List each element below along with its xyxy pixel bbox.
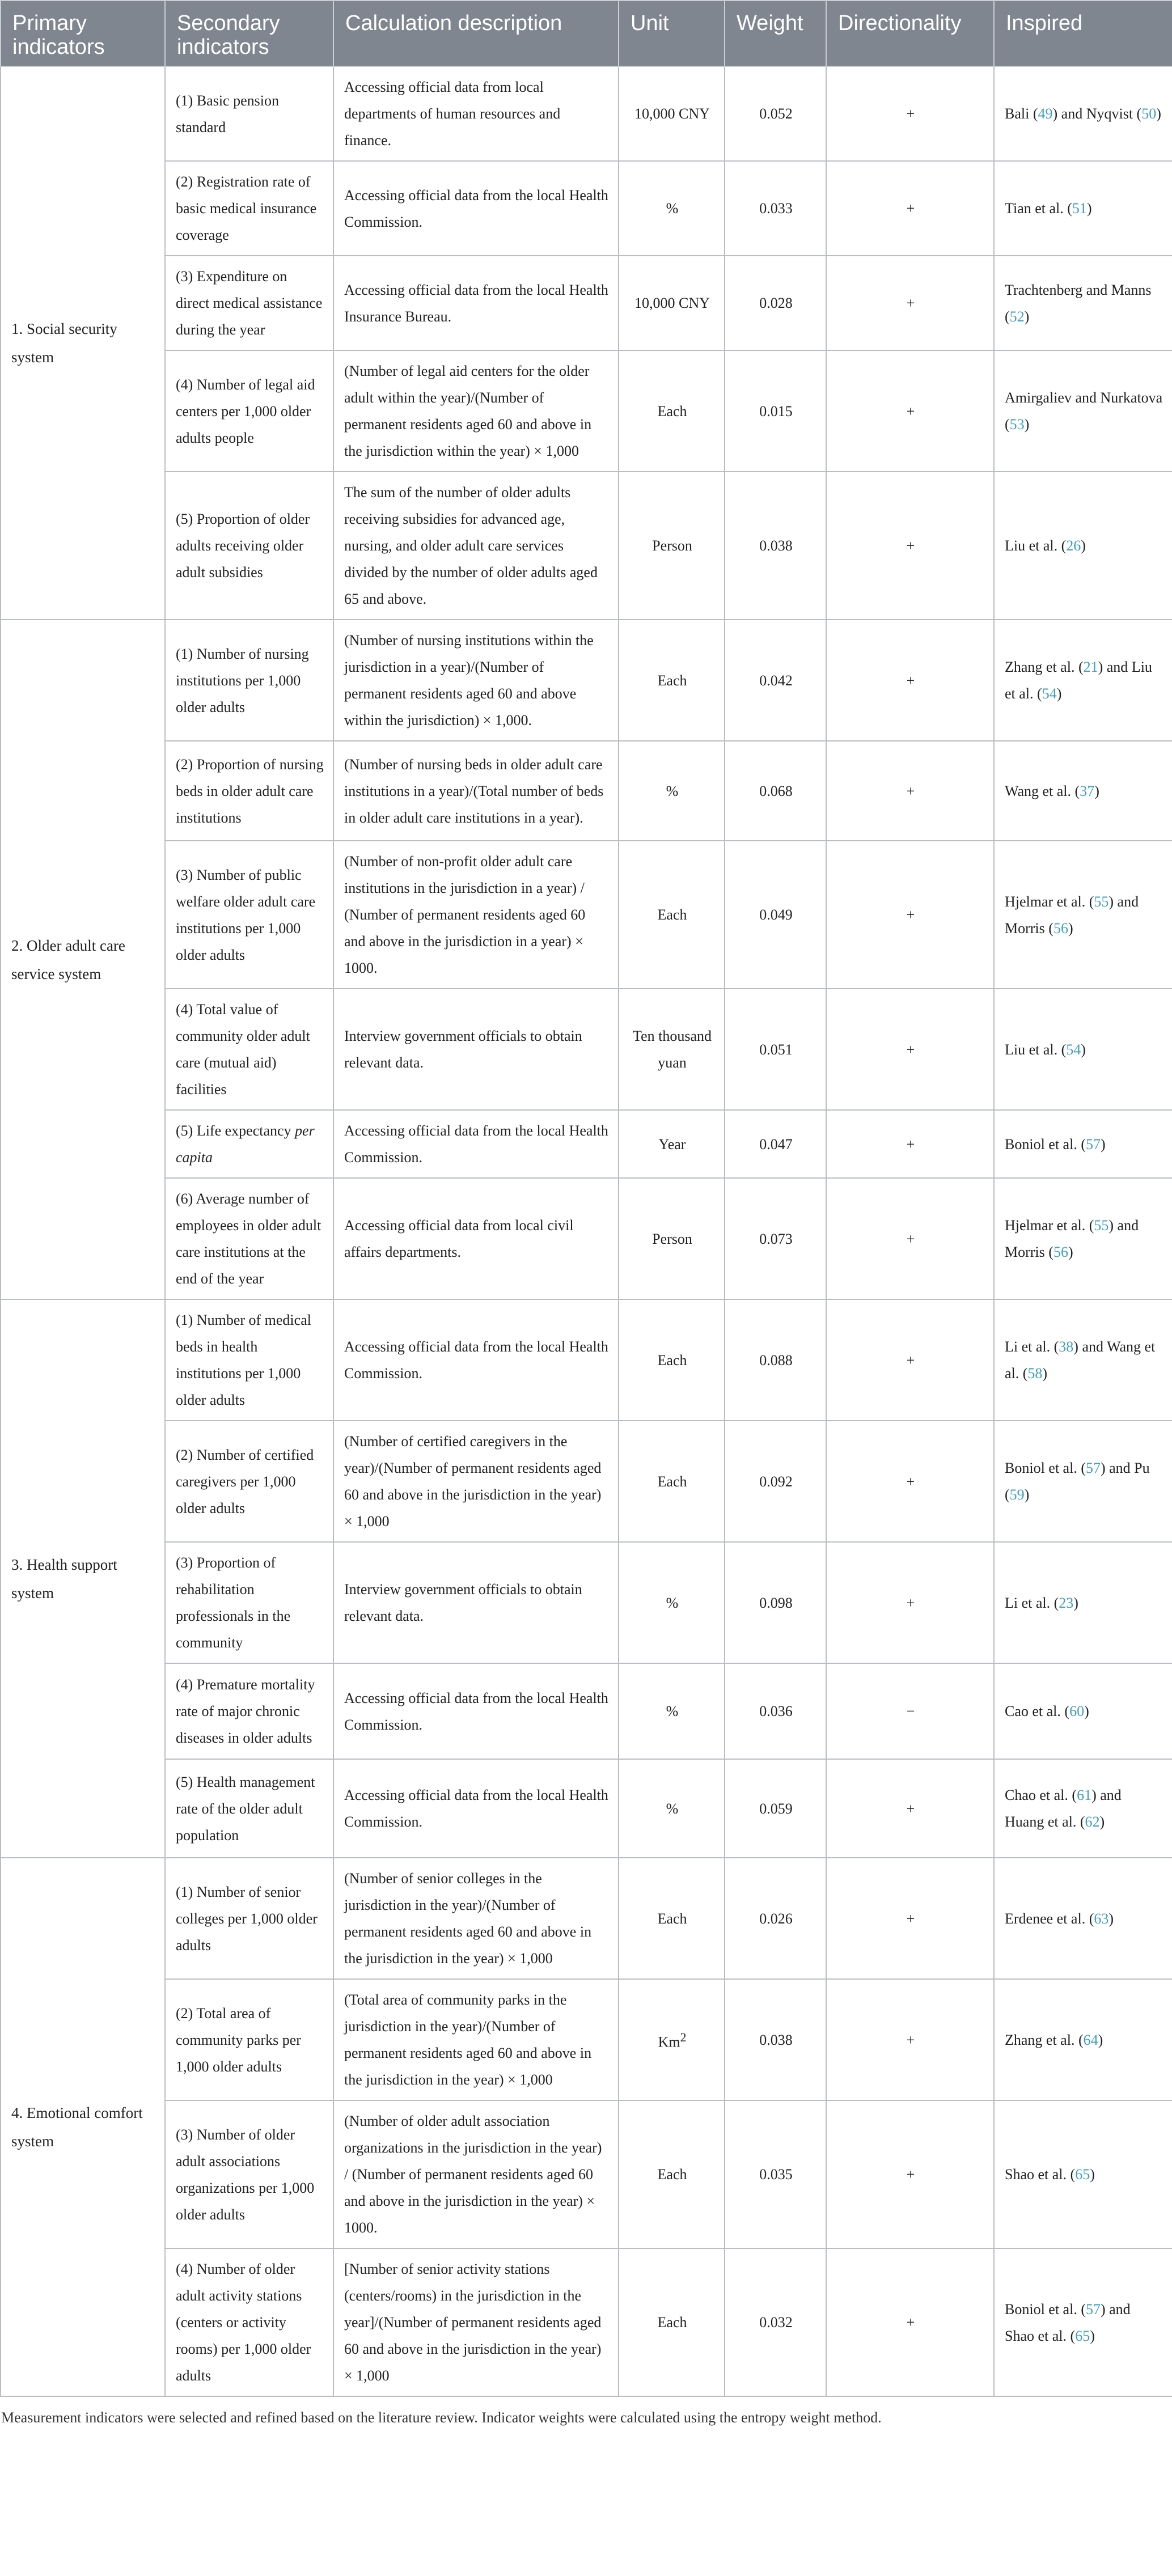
inspired-cell	[994, 1759, 1172, 1858]
unit-cell: Year	[619, 1110, 725, 1178]
text-fragment: Bali (	[1005, 105, 1038, 122]
citation-link[interactable]: 65	[1075, 2166, 1090, 2183]
weight-cell: 0.051	[725, 989, 826, 1110]
calculation-description-cell: (Number of non-profit older adult care institutions in the jurisdiction in a year) / (Number of permanent residents aged 60 and above in the jurisdiction in a year) × 1000.	[333, 841, 619, 989]
inspired-cell	[994, 1979, 1172, 2100]
inspired-cell	[994, 1421, 1172, 1542]
citation-link[interactable]: 57	[1085, 2300, 1101, 2317]
text-fragment: Tian et al. (	[1005, 200, 1072, 217]
citation-link[interactable]: 64	[1083, 2031, 1098, 2048]
inspired-cell	[994, 256, 1172, 350]
text-fragment: )	[1042, 1365, 1048, 1382]
citation-link[interactable]: 26	[1066, 537, 1081, 554]
calculation-description-cell: Accessing official data from the local Health Insurance Bureau.	[333, 256, 619, 350]
table-row	[1, 2100, 1172, 2248]
header-inspired: Inspired	[994, 1, 1172, 66]
unit-cell	[619, 1979, 725, 2100]
secondary-indicator-cell: (5) Health management rate of the older adult population	[165, 1759, 333, 1858]
secondary-indicator-cell: (1) Number of medical beds in health institutions per 1,000 older adults	[165, 1299, 333, 1421]
weight-cell: 0.038	[725, 1979, 826, 2100]
weight-cell: 0.038	[725, 472, 826, 620]
inspired-cell	[994, 472, 1172, 620]
primary-indicator-cell: 1. Social security system	[1, 66, 165, 620]
header-calculation-description: Calculation description	[333, 1, 619, 66]
unit-cell: %	[619, 1759, 725, 1858]
text-fragment: Chao et al. (	[1005, 1787, 1077, 1803]
table-row	[1, 989, 1172, 1110]
weight-cell: 0.098	[725, 1542, 826, 1663]
calculation-description-cell: (Number of legal aid centers for the older adult within the year)/(Number of permanent residents aged 60 and above in the jurisdiction within the year) × 1,000	[333, 350, 619, 472]
citation-link[interactable]: 58	[1027, 1365, 1043, 1382]
weight-cell: 0.033	[725, 161, 826, 256]
table-row	[1, 66, 1172, 161]
citation-link[interactable]: 59	[1009, 1486, 1025, 1503]
calculation-description-cell: Accessing official data from the local Health Commission.	[333, 1299, 619, 1421]
inspired-cell	[994, 1858, 1172, 1979]
text-fragment: ) and Morris (	[1005, 1217, 1139, 1260]
citation-link[interactable]: 56	[1053, 920, 1068, 937]
unit-cell: Each	[619, 841, 725, 989]
unit-cell: Each	[619, 1858, 725, 1979]
calculation-description-cell: Interview government officials to obtain relevant data.	[333, 1542, 619, 1663]
text-fragment: Zhang et al. (	[1005, 2031, 1084, 2048]
weight-cell: 0.035	[725, 2100, 826, 2248]
primary-indicator-cell: 3. Health support system	[1, 1299, 165, 1858]
table-header	[1, 1, 1172, 66]
header-weight: Weight	[725, 1, 826, 66]
weight-cell: 0.052	[725, 66, 826, 161]
text-fragment: )	[1024, 416, 1030, 433]
weight-cell: 0.026	[725, 1858, 826, 1979]
unit-cell: %	[619, 161, 725, 256]
table-row	[1, 1759, 1172, 1858]
secondary-indicator-cell: (1) Number of senior colleges per 1,000 older adults	[165, 1858, 333, 1979]
secondary-indicator-cell: (2) Proportion of nursing beds in older adult care institutions	[165, 741, 333, 841]
table-row	[1, 1299, 1172, 1421]
citation-link[interactable]: 37	[1080, 782, 1095, 799]
unit-cell: Each	[619, 1299, 725, 1421]
text-fragment: 2	[680, 2030, 687, 2044]
text-fragment: Boniol et al. (	[1005, 1460, 1086, 1476]
table-row	[1, 1178, 1172, 1299]
calculation-description-cell: Accessing official data from the local Health Commission.	[333, 1663, 619, 1759]
table-row	[1, 256, 1172, 350]
calculation-description-cell: Accessing official data from the local Health Commission.	[333, 1759, 619, 1858]
citation-link[interactable]: 57	[1085, 1136, 1101, 1153]
citation-link[interactable]: 56	[1053, 1244, 1068, 1260]
text-fragment: )	[1024, 308, 1030, 325]
citation-link[interactable]: 55	[1094, 1217, 1109, 1234]
directionality-cell: +	[826, 1110, 994, 1178]
text-fragment: Shao et al. (	[1005, 2166, 1076, 2183]
text-fragment: ) and Pu (	[1005, 1460, 1150, 1503]
table-row	[1, 350, 1172, 472]
inspired-cell	[994, 989, 1172, 1110]
directionality-cell: +	[826, 1979, 994, 2100]
text-fragment: )	[1094, 782, 1099, 799]
unit-cell: Each	[619, 1421, 725, 1542]
table-row	[1, 161, 1172, 256]
calculation-description-cell: Accessing official data from the local Health Commission.	[333, 1110, 619, 1178]
directionality-cell: +	[826, 989, 994, 1110]
inspired-cell	[994, 620, 1172, 741]
text-fragment: )	[1156, 105, 1161, 122]
unit-cell: Each	[619, 620, 725, 741]
directionality-cell: +	[826, 2100, 994, 2248]
table-row	[1, 620, 1172, 741]
primary-indicator-cell: 2. Older adult care service system	[1, 620, 165, 1299]
citation-link[interactable]: 61	[1077, 1787, 1092, 1803]
calculation-description-cell: (Number of certified caregivers in the year)/(Number of permanent residents aged 60 and above in the jurisdiction in the year) × 1,000	[333, 1421, 619, 1542]
secondary-indicator-cell: (2) Registration rate of basic medical insurance coverage	[165, 161, 333, 256]
table-row	[1, 841, 1172, 989]
citation-link[interactable]: 38	[1059, 1338, 1074, 1355]
inspired-cell	[994, 1178, 1172, 1299]
text-fragment: (5) Life expectancy	[176, 1122, 295, 1139]
weight-cell: 0.015	[725, 350, 826, 472]
inspired-cell	[994, 1299, 1172, 1421]
secondary-indicator-cell: (2) Total area of community parks per 1,000 older adults	[165, 1979, 333, 2100]
secondary-indicator-cell: (6) Average number of employees in older adult care institutions at the end of the year	[165, 1178, 333, 1299]
text-fragment: )	[1081, 1041, 1086, 1058]
citation-link[interactable]: 62	[1085, 1814, 1100, 1830]
text-fragment: Hjelmar et al. (	[1005, 893, 1094, 910]
citation-link[interactable]: 54	[1042, 685, 1057, 702]
unit-cell: Person	[619, 472, 725, 620]
inspired-cell	[994, 2100, 1172, 2248]
calculation-description-cell: [Number of senior activity stations (centers/rooms) in the jurisdiction in the year]/(Number of permanent residents aged 60 and above in the jurisdiction in the year) × 1,000	[333, 2248, 619, 2396]
secondary-indicator-cell: (3) Number of public welfare older adult care institutions per 1,000 older adults	[165, 841, 333, 989]
text-fragment: )	[1068, 920, 1073, 937]
calculation-description-cell: (Number of nursing beds in older adult care institutions in a year)/(Total number of beds in older adult care institutions in a year).	[333, 741, 619, 841]
header-row	[1, 1, 1172, 66]
inspired-cell	[994, 741, 1172, 841]
secondary-indicator-cell: (1) Basic pension standard	[165, 66, 333, 161]
inspired-cell	[994, 841, 1172, 989]
calculation-description-cell: Accessing official data from local departments of human resources and finance.	[333, 66, 619, 161]
inspired-cell	[994, 66, 1172, 161]
weight-cell: 0.047	[725, 1110, 826, 1178]
text-fragment: )	[1098, 2031, 1103, 2048]
text-fragment: Hjelmar et al. (	[1005, 1217, 1094, 1234]
text-fragment: )	[1081, 537, 1086, 554]
directionality-cell: +	[826, 841, 994, 989]
text-fragment: Liu et al. (	[1005, 537, 1067, 554]
header-primary-indicators: Primary indicators	[1, 1, 165, 66]
text-fragment: ) and Wang et al. (	[1005, 1338, 1156, 1382]
citation-link[interactable]: 49	[1038, 105, 1053, 122]
weight-cell: 0.059	[725, 1759, 826, 1858]
secondary-indicator-cell: (2) Number of certified caregivers per 1,000 older adults	[165, 1421, 333, 1542]
text-fragment: ) and Nyqvist (	[1052, 105, 1142, 122]
text-fragment: )	[1099, 1814, 1105, 1830]
secondary-indicator-cell: (4) Number of legal aid centers per 1,000 older adults people	[165, 350, 333, 472]
secondary-indicator-cell: (4) Premature mortality rate of major chronic diseases in older adults	[165, 1663, 333, 1759]
table-row	[1, 1542, 1172, 1663]
citation-link[interactable]: 60	[1069, 1703, 1085, 1719]
header-directionality: Directionality	[826, 1, 994, 66]
text-fragment: ) and Liu et al. (	[1005, 659, 1152, 702]
directionality-cell: +	[826, 256, 994, 350]
text-fragment: Km	[658, 2033, 680, 2050]
weight-cell: 0.068	[725, 741, 826, 841]
weight-cell: 0.032	[725, 2248, 826, 2396]
table-row	[1, 1421, 1172, 1542]
citation-link[interactable]: 55	[1094, 893, 1109, 910]
weight-cell: 0.092	[725, 1421, 826, 1542]
inspired-cell	[994, 350, 1172, 472]
text-fragment: )	[1024, 1486, 1030, 1503]
directionality-cell: +	[826, 1759, 994, 1858]
secondary-indicator-cell: (1) Number of nursing institutions per 1,000 older adults	[165, 620, 333, 741]
directionality-cell: +	[826, 1421, 994, 1542]
unit-cell: Ten thousand yuan	[619, 989, 725, 1110]
citation-link[interactable]: 53	[1009, 416, 1025, 433]
inspired-cell	[994, 1663, 1172, 1759]
table-row	[1, 1858, 1172, 1979]
text-fragment: )	[1090, 2327, 1095, 2344]
inspired-cell	[994, 161, 1172, 256]
unit-cell: %	[619, 1663, 725, 1759]
table-row	[1, 1663, 1172, 1759]
primary-indicator-cell: 4. Emotional comfort system	[1, 1858, 165, 2396]
calculation-description-cell: (Number of older adult association organizations in the jurisdiction in the year) / (Number of permanent residents aged 60 and above in the jurisdiction in the year) × 1000.	[333, 2100, 619, 2248]
text-fragment: Cao et al. (	[1005, 1703, 1070, 1719]
unit-cell: 10,000 CNY	[619, 66, 725, 161]
secondary-indicator-cell: (3) Expenditure on direct medical assistance during the year	[165, 256, 333, 350]
text-fragment: )	[1073, 1594, 1078, 1611]
text-fragment: per capita	[176, 1122, 315, 1166]
unit-cell: %	[619, 741, 725, 841]
directionality-cell: +	[826, 1299, 994, 1421]
directionality-cell: +	[826, 2248, 994, 2396]
weight-cell: 0.049	[725, 841, 826, 989]
citation-link[interactable]: 57	[1085, 1460, 1101, 1476]
text-fragment: )	[1068, 1244, 1073, 1260]
citation-link[interactable]: 51	[1072, 200, 1087, 217]
directionality-cell: +	[826, 472, 994, 620]
inspired-cell	[994, 1110, 1172, 1178]
text-fragment: )	[1056, 685, 1062, 702]
citation-link[interactable]: 21	[1083, 659, 1098, 675]
citation-link[interactable]: 65	[1075, 2327, 1090, 2344]
weight-cell: 0.088	[725, 1299, 826, 1421]
text-fragment: Trachtenberg and Manns (	[1005, 281, 1152, 325]
unit-cell: 10,000 CNY	[619, 256, 725, 350]
calculation-description-cell: (Number of nursing institutions within the jurisdiction in a year)/(Number of permanent residents aged 60 and above within the jurisdiction) × 1,000.	[333, 620, 619, 741]
calculation-description-cell: Accessing official data from local civil affairs departments.	[333, 1178, 619, 1299]
text-fragment: Boniol et al. (	[1005, 2300, 1086, 2317]
inspired-cell	[994, 2248, 1172, 2396]
directionality-cell: +	[826, 741, 994, 841]
table-row	[1, 1979, 1172, 2100]
text-fragment: Amirgaliev and Nurkatova (	[1005, 389, 1163, 433]
text-fragment: Li et al. (	[1005, 1338, 1059, 1355]
weight-cell: 0.042	[725, 620, 826, 741]
weight-cell: 0.028	[725, 256, 826, 350]
weight-cell: 0.036	[725, 1663, 826, 1759]
secondary-indicator-cell: (5) Proportion of older adults receiving older adult subsidies	[165, 472, 333, 620]
header-secondary-indicators: Secondary indicators	[165, 1, 333, 66]
text-fragment: Zhang et al. (	[1005, 659, 1084, 675]
directionality-cell: +	[826, 161, 994, 256]
directionality-cell: +	[826, 350, 994, 472]
text-fragment: ) and Shao et al. (	[1005, 2300, 1131, 2344]
text-fragment: ) and Morris (	[1005, 893, 1139, 937]
text-fragment: )	[1100, 1136, 1106, 1153]
citation-link[interactable]: 23	[1059, 1594, 1074, 1611]
table-row	[1, 1110, 1172, 1178]
directionality-cell: +	[826, 66, 994, 161]
citation-link[interactable]: 63	[1094, 1910, 1109, 1927]
citation-link[interactable]: 52	[1009, 308, 1025, 325]
secondary-indicator-cell: (4) Number of older adult activity stations (centers or activity rooms) per 1,000 older adults	[165, 2248, 333, 2396]
calculation-description-cell: (Number of senior colleges in the jurisdiction in the year)/(Number of permanent residents aged 60 and above in the jurisdiction in the year) × 1,000	[333, 1858, 619, 1979]
unit-cell: Each	[619, 350, 725, 472]
weight-cell: 0.073	[725, 1178, 826, 1299]
table-row	[1, 2248, 1172, 2396]
text-fragment: )	[1090, 2166, 1095, 2183]
text-fragment: Erdenee et al. (	[1005, 1910, 1094, 1927]
text-fragment: Wang et al. (	[1005, 782, 1080, 799]
secondary-indicator-cell: (3) Number of older adult associations organizations per 1,000 older adults	[165, 2100, 333, 2248]
text-fragment: ) and Huang et al. (	[1005, 1787, 1122, 1830]
inspired-cell	[994, 1542, 1172, 1663]
directionality-cell: +	[826, 1858, 994, 1979]
table-row	[1, 472, 1172, 620]
text-fragment: )	[1086, 200, 1092, 217]
header-unit: Unit	[619, 1, 725, 66]
text-fragment: )	[1084, 1703, 1089, 1719]
calculation-description-cell: (Total area of community parks in the jurisdiction in the year)/(Number of permanent residents aged 60 and above in the jurisdiction in the year) × 1,000	[333, 1979, 619, 2100]
calculation-description-cell: The sum of the number of older adults receiving subsidies for advanced age, nursing, and older adult care services divided by the number of older adults aged 65 and above.	[333, 472, 619, 620]
directionality-cell: +	[826, 620, 994, 741]
table-row	[1, 741, 1172, 841]
text-fragment: Boniol et al. (	[1005, 1136, 1086, 1153]
table-footnote: Measurement indicators were selected and refined based on the literature review. Indicator weights were calculated using the entropy weight method.	[1, 2409, 882, 2426]
unit-cell: Person	[619, 1178, 725, 1299]
citation-link[interactable]: 50	[1141, 105, 1157, 122]
unit-cell: Each	[619, 2248, 725, 2396]
table-body	[1, 66, 1172, 2396]
citation-link[interactable]: 54	[1066, 1041, 1081, 1058]
directionality-cell: +	[826, 1542, 994, 1663]
calculation-description-cell: Accessing official data from the local Health Commission.	[333, 161, 619, 256]
directionality-cell: −	[826, 1663, 994, 1759]
text-fragment: Li et al. (	[1005, 1594, 1059, 1611]
secondary-indicator-cell: (3) Proportion of rehabilitation professionals in the community	[165, 1542, 333, 1663]
text-fragment: )	[1108, 1910, 1114, 1927]
directionality-cell: +	[826, 1178, 994, 1299]
secondary-indicator-cell	[165, 1110, 333, 1178]
secondary-indicator-cell: (4) Total value of community older adult care (mutual aid) facilities	[165, 989, 333, 1110]
text-fragment: Liu et al. (	[1005, 1041, 1067, 1058]
calculation-description-cell: Interview government officials to obtain relevant data.	[333, 989, 619, 1110]
unit-cell: Each	[619, 2100, 725, 2248]
unit-cell: %	[619, 1542, 725, 1663]
